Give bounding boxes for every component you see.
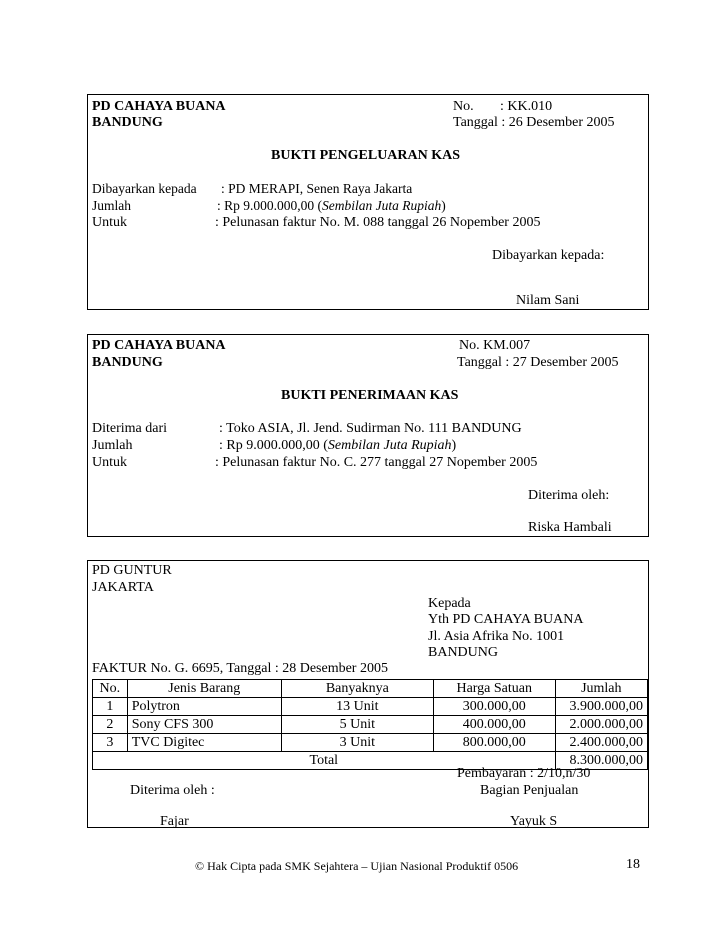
row-value: : Rp 9.000.000,00 (Sembilan Juta Rupiah): [217, 198, 446, 213]
item-price: 800.000,00: [433, 734, 555, 752]
row-value: : PD MERAPI, Senen Raya Jakarta: [221, 181, 413, 196]
item-price: 400.000,00: [433, 716, 555, 734]
voucher-no-label: No.: [453, 99, 474, 114]
voucher-no-value: : KK.010: [500, 99, 553, 114]
voucher-date: Tanggal : 26 Desember 2005: [453, 115, 615, 130]
row-label: Diterima dari: [92, 421, 168, 436]
header-cell: Harga Satuan: [433, 680, 555, 698]
item-qty: 5 Unit: [281, 716, 433, 734]
row-value: : Pelunasan faktur No. C. 277 tanggal 27 Nopember 2005: [215, 455, 538, 470]
item-name: TVC Digitec: [127, 734, 281, 752]
item-no: 1: [93, 698, 128, 716]
item-name: Sony CFS 300: [127, 716, 281, 734]
signature-label: Diterima oleh:: [528, 488, 610, 503]
bukti-pengeluaran-kas: [87, 94, 649, 310]
received-by-name: Fajar: [160, 814, 189, 829]
item-no: 3: [93, 734, 128, 752]
voucher-date: Tanggal : 27 Desember 2005: [457, 355, 619, 370]
item-qty: 3 Unit: [281, 734, 433, 752]
total-value: 8.300.000,00: [555, 752, 647, 770]
total-label: Total: [93, 752, 556, 770]
faktur: [87, 560, 649, 828]
row-value: : Pelunasan faktur No. M. 088 tanggal 26 Nopember 2005: [215, 215, 541, 230]
company-name: PD CAHAYA BUANA: [92, 99, 226, 114]
items-table: [92, 679, 648, 770]
faktur-title: FAKTUR No. G. 6695, Tanggal : 28 Desember 2005: [92, 661, 388, 676]
footer-copyright: © Hak Cipta pada SMK Sejahtera – Ujian Nasional Produktif 0506: [195, 859, 519, 873]
sales-dept-name: Yayuk S: [510, 814, 558, 829]
recipient-line: Kepada: [428, 596, 471, 611]
header-cell: Banyaknya: [281, 680, 433, 698]
company-name: PD CAHAYA BUANA: [92, 338, 226, 353]
bukti-penerimaan-kas: [87, 334, 649, 537]
company-name: PD GUNTUR: [92, 563, 172, 578]
voucher-title: BUKTI PENERIMAAN KAS: [281, 388, 459, 403]
row-value: : Toko ASIA, Jl. Jend. Sudirman No. 111 BANDUNG: [219, 421, 522, 436]
signature-label: Dibayarkan kepada:: [492, 248, 605, 263]
item-price: 300.000,00: [433, 698, 555, 716]
header-cell: No.: [93, 680, 128, 698]
signature-name: Riska Hambali: [528, 520, 612, 535]
row-value: : Rp 9.000.000,00 (Sembilan Juta Rupiah): [219, 438, 457, 453]
voucher-no: No. KM.007: [459, 338, 531, 353]
item-total: 2.000.000,00: [555, 716, 647, 734]
voucher-title: BUKTI PENGELUARAN KAS: [271, 148, 461, 163]
row-label: Dibayarkan kepada: [92, 181, 197, 196]
sales-dept-label: Bagian Penjualan: [480, 783, 579, 798]
header-cell: Jenis Barang: [127, 680, 281, 698]
recipient-line: Jl. Asia Afrika No. 1001: [428, 629, 565, 644]
header-cell: Jumlah: [555, 680, 647, 698]
item-name: Polytron: [127, 698, 281, 716]
signature-name: Nilam Sani: [516, 293, 580, 308]
item-qty: 13 Unit: [281, 698, 433, 716]
company-city: BANDUNG: [92, 355, 163, 370]
row-label: Jumlah: [92, 438, 133, 453]
item-total: 2.400.000,00: [555, 734, 647, 752]
page-number: 18: [626, 857, 640, 872]
item-total: 3.900.000,00: [555, 698, 647, 716]
recipient-line: Yth PD CAHAYA BUANA: [428, 612, 584, 627]
table-row: [93, 734, 648, 752]
recipient-line: BANDUNG: [428, 645, 498, 660]
item-no: 2: [93, 716, 128, 734]
payment-terms: Pembayaran : 2/10,n/30: [457, 766, 591, 781]
received-by-label: Diterima oleh :: [130, 783, 215, 798]
row-label: Jumlah: [92, 198, 131, 213]
company-city: JAKARTA: [92, 580, 154, 595]
table-row: [93, 698, 648, 716]
company-city: BANDUNG: [92, 115, 163, 130]
row-label: Untuk: [92, 455, 127, 470]
table-row: [93, 716, 648, 734]
table-header-row: [93, 680, 648, 698]
row-label: Untuk: [92, 215, 127, 230]
